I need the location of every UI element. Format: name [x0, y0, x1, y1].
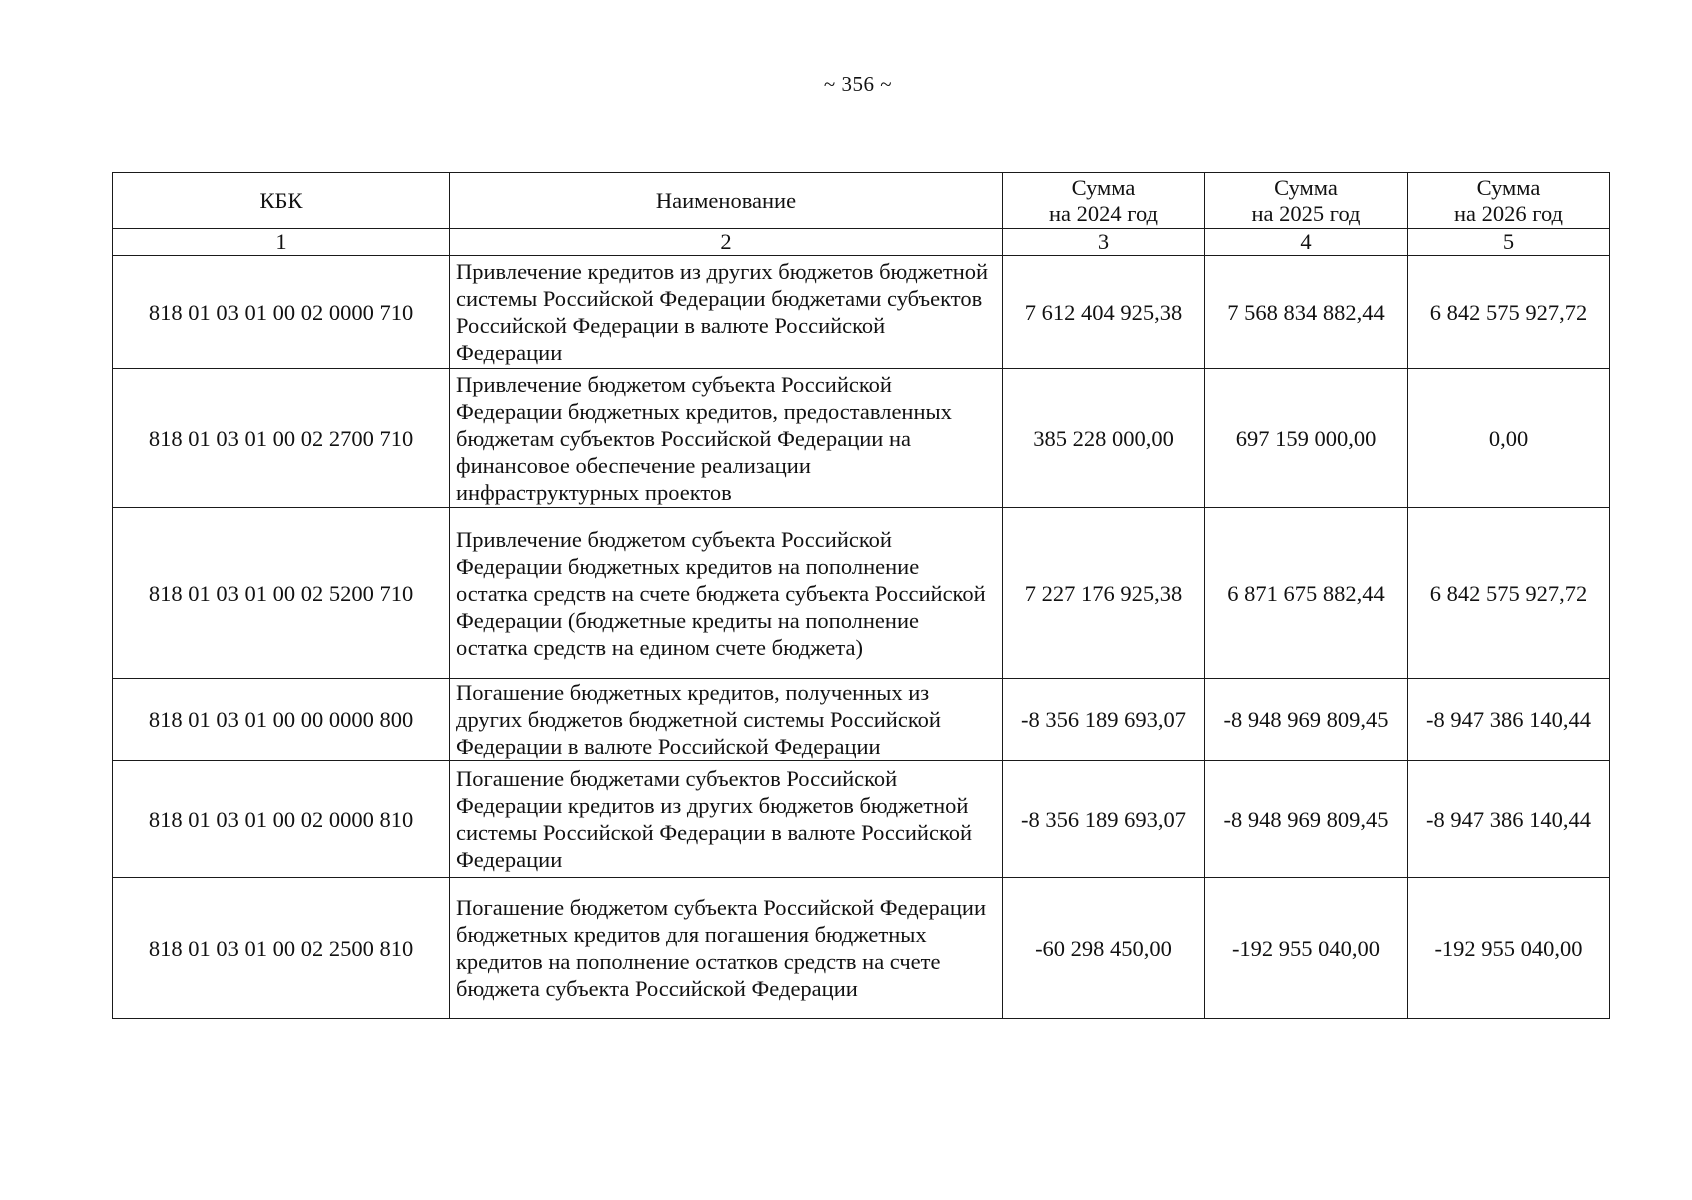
header-sum-2025-line2: на 2025 год [1251, 200, 1361, 226]
table-row [113, 369, 1610, 508]
sum-2026-cell: -8 947 386 140,44 [1408, 679, 1610, 761]
name-cell: Погашение бюджетами субъектов Российской Федерации кредитов из других бюджетов бюджетной системы Российской Федерации в валюте Российской Федерации [450, 761, 1003, 878]
name-cell: Привлечение бюджетом субъекта Российской Федерации бюджетных кредитов на пополнение остатка средств на счете бюджета субъекта Российской Федерации (бюджетные кредиты на пополнение остатка средств на едином счете бюджета) [450, 508, 1003, 679]
header-name [450, 173, 1003, 229]
kbk-cell: 818 01 03 01 00 02 2700 710 [113, 369, 450, 508]
kbk-cell: 818 01 03 01 00 00 0000 800 [113, 679, 450, 761]
name-cell: Погашение бюджетом субъекта Российской Федерации бюджетных кредитов для погашения бюджетных кредитов на пополнение остатков средств на счете бюджета субъекта Российской Федерации [450, 878, 1003, 1019]
sum-2026-cell: -8 947 386 140,44 [1408, 761, 1610, 878]
header-row [113, 173, 1610, 229]
header-sum-2025 [1205, 173, 1408, 229]
sum-2024-cell: 7 227 176 925,38 [1003, 508, 1205, 679]
column-number: 1 [113, 229, 450, 256]
column-number-row [113, 229, 1610, 256]
table-row [113, 508, 1610, 679]
header-sum-2024-line2: на 2024 год [1049, 200, 1158, 226]
header-sum-2026-line2: на 2026 год [1454, 200, 1563, 226]
header-sum-2024-line1: Сумма [1071, 174, 1136, 200]
table-row [113, 256, 1610, 369]
sum-2026-cell: -192 955 040,00 [1408, 878, 1610, 1019]
table-row [113, 679, 1610, 761]
column-number: 4 [1205, 229, 1408, 256]
column-number: 3 [1003, 229, 1205, 256]
page-number: ~ 356 ~ [823, 72, 893, 96]
table-row [113, 878, 1610, 1019]
kbk-cell: 818 01 03 01 00 02 2500 810 [113, 878, 450, 1019]
sum-2024-cell: 385 228 000,00 [1003, 369, 1205, 508]
kbk-cell: 818 01 03 01 00 02 5200 710 [113, 508, 450, 679]
header-kbk [113, 173, 450, 229]
sum-2025-cell: 697 159 000,00 [1205, 369, 1408, 508]
sum-2026-cell: 6 842 575 927,72 [1408, 256, 1610, 369]
column-number: 2 [450, 229, 1003, 256]
name-cell: Привлечение бюджетом субъекта Российской Федерации бюджетных кредитов, предоставленных бюджетам субъектов Российской Федерации на финансовое обеспечение реализации инфраструктурных проектов [450, 369, 1003, 508]
name-cell: Привлечение кредитов из других бюджетов бюджетной системы Российской Федерации бюджетами субъектов Российской Федерации в валюте Российской Федерации [450, 256, 1003, 369]
sum-2026-cell: 6 842 575 927,72 [1408, 508, 1610, 679]
header-sum-2024 [1003, 173, 1205, 229]
header-kbk-label: КБК [259, 187, 303, 213]
column-number: 5 [1408, 229, 1610, 256]
sum-2025-cell: -8 948 969 809,45 [1205, 679, 1408, 761]
sum-2025-cell: 6 871 675 882,44 [1205, 508, 1408, 679]
sum-2024-cell: -8 356 189 693,07 [1003, 679, 1205, 761]
header-sum-2026-line1: Сумма [1476, 174, 1541, 200]
table-row [113, 761, 1610, 878]
header-name-label: Наименование [655, 187, 797, 213]
sum-2025-cell: -8 948 969 809,45 [1205, 761, 1408, 878]
header-sum-2025-line1: Сумма [1274, 174, 1338, 200]
kbk-cell: 818 01 03 01 00 02 0000 810 [113, 761, 450, 878]
sum-2025-cell: -192 955 040,00 [1205, 878, 1408, 1019]
sum-2025-cell: 7 568 834 882,44 [1205, 256, 1408, 369]
name-cell: Погашение бюджетных кредитов, полученных из других бюджетов бюджетной системы Российской Федерации в валюте Российской Федерации [450, 679, 1003, 761]
header-sum-2026 [1408, 173, 1610, 229]
kbk-cell: 818 01 03 01 00 02 0000 710 [113, 256, 450, 369]
sum-2024-cell: -60 298 450,00 [1003, 878, 1205, 1019]
sum-2024-cell: 7 612 404 925,38 [1003, 256, 1205, 369]
sum-2024-cell: -8 356 189 693,07 [1003, 761, 1205, 878]
sum-2026-cell: 0,00 [1408, 369, 1610, 508]
budget-table [112, 172, 1610, 1019]
